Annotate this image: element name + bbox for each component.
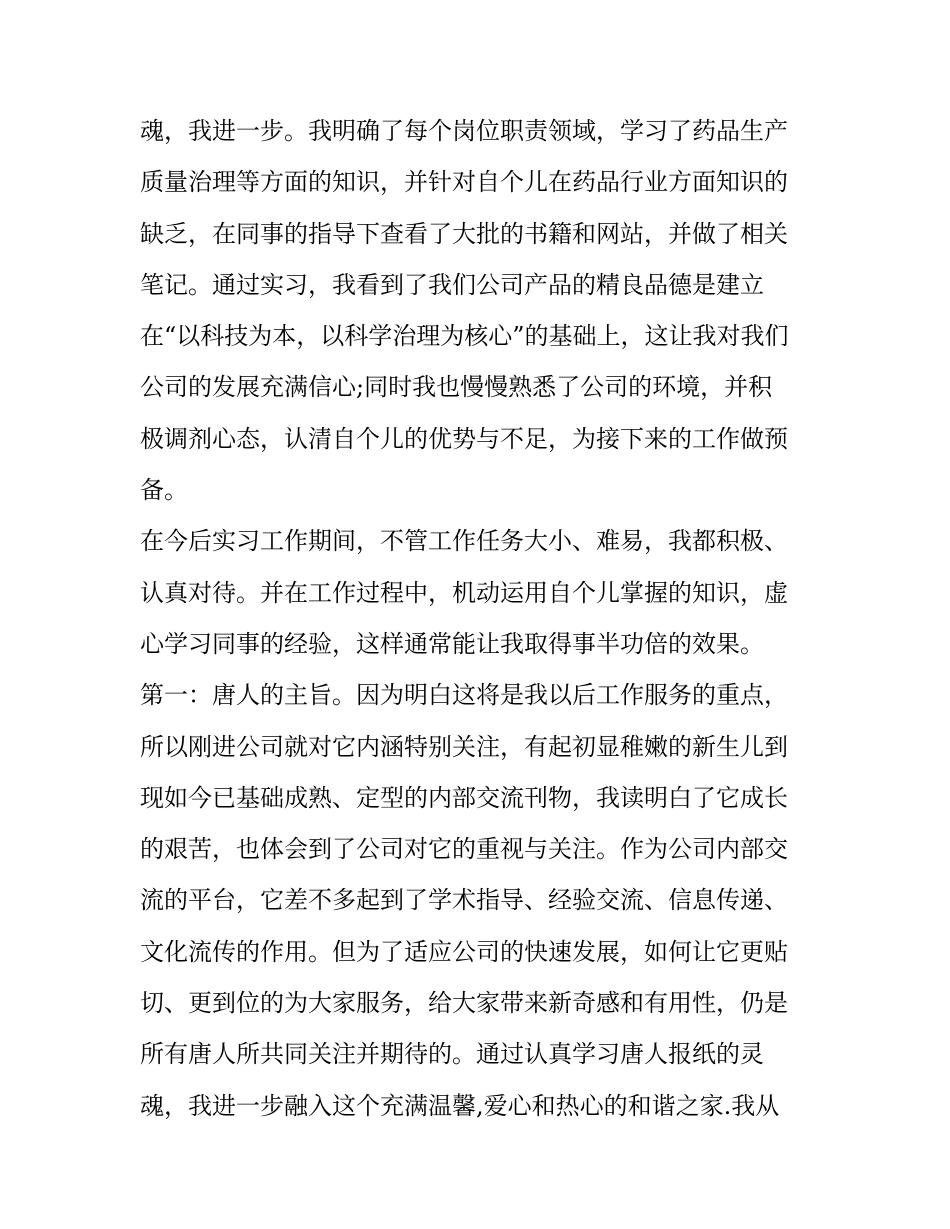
text-line: 现如今已基础成熟、定型的内部交流刊物，我读明白了它成长 — [140, 783, 788, 812]
text-line: 切、更到位的为大家服务，给大家带来新奇感和有用性，仍是 — [140, 989, 788, 1018]
text-line: 极调剂心态，认清自个儿的优势与不足，为接下来的工作做预 — [140, 424, 788, 453]
text-line: 在今后实习工作期间，不管工作任务大小、难易，我都积极、 — [140, 527, 788, 556]
text-line: 公司的发展充满信心;同时我也慢慢熟悉了公司的环境，并积 — [140, 373, 773, 402]
body-text — [140, 106, 820, 1132]
text-line: 质量治理等方面的知识，并针对自个儿在药品行业方面知识的 — [140, 168, 788, 197]
text-line: 备。 — [140, 476, 188, 505]
text-line: 所有唐人所共同关注并期待的。通过认真学习唐人报纸的灵 — [140, 1040, 764, 1069]
text-line: 魂，我进一步融入这个充满温馨,爱心和热心的和谐之家.我从 — [140, 1091, 780, 1120]
text-line: 的艰苦，也体会到了公司对它的重视与关注。作为公司内部交 — [140, 835, 788, 864]
text-line: 缺乏，在同事的指导下查看了大批的书籍和网站，并做了相关 — [140, 219, 788, 248]
text-line: 魂，我进一步。我明确了每个岗位职责领域，学习了药品生产 — [140, 117, 788, 145]
text-line: 认真对待。并在工作过程中，机动运用自个儿掌握的知识，虚 — [140, 578, 788, 607]
text-line: 流的平台，它差不多起到了学术指导、经验交流、信息传递、 — [140, 886, 788, 915]
text-line: 所以刚进公司就对它内涵特别关注，有起初显稚嫩的新生儿到 — [140, 732, 788, 761]
text-line: 第一：唐人的主旨。因为明白这将是我以后工作服务的重点， — [140, 681, 788, 710]
text-line: 心学习同事的经验，这样通常能让我取得事半功倍的效果。 — [140, 629, 764, 658]
text-line: 在“以科技为本，以科学治理为核心”的基础上，这让我对我们 — [140, 322, 789, 351]
text-line: 笔记。通过实习，我看到了我们公司产品的精良品德是建立 — [140, 270, 764, 299]
text-line: 文化流传的作用。但为了适应公司的快速发展，如何让它更贴 — [140, 937, 788, 966]
